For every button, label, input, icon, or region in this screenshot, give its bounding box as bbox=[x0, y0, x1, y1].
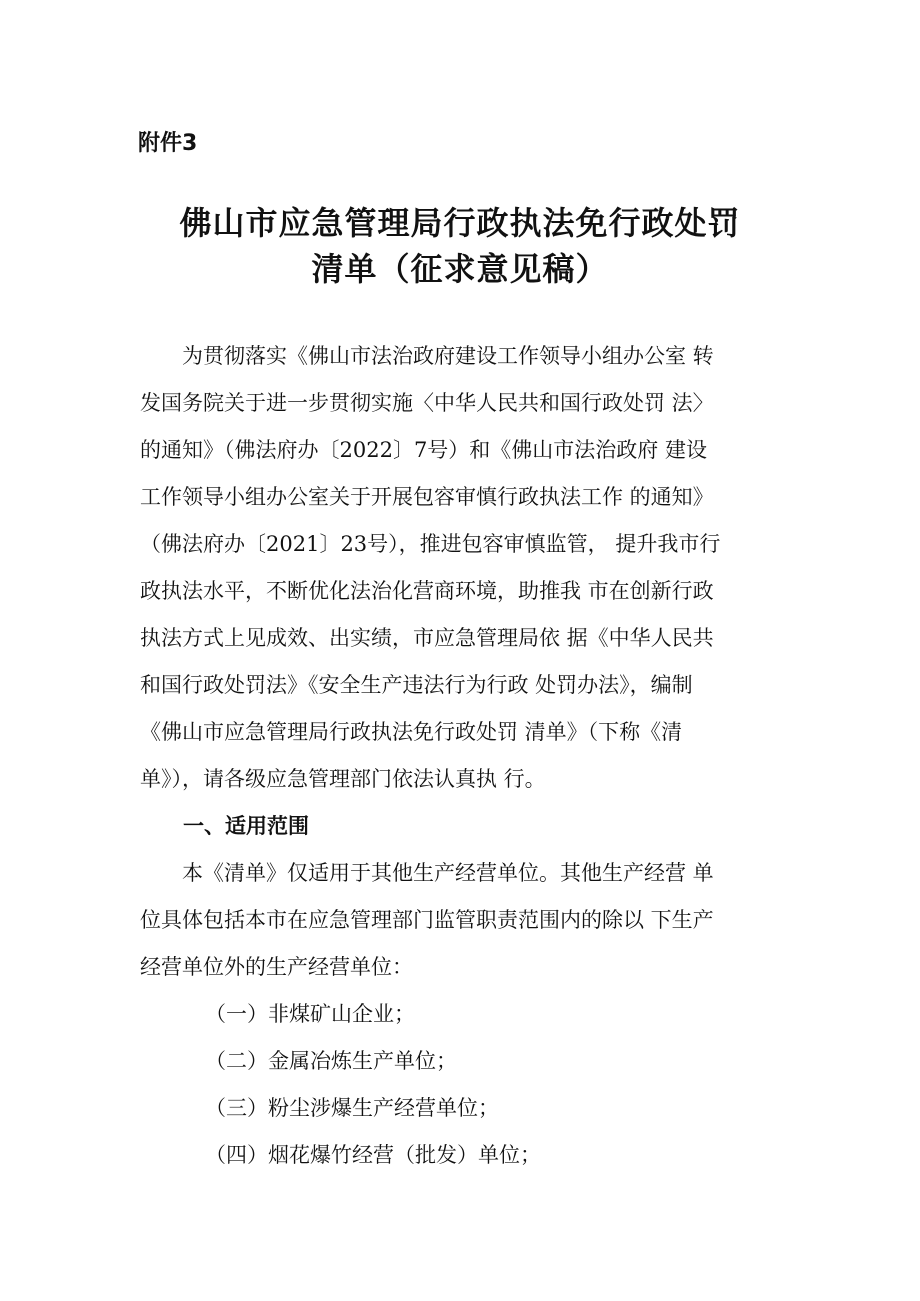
document-title-line-1: 佛山市应急管理局行政执法免行政处罚 bbox=[179, 204, 741, 242]
scope-list-item: （一）非煤矿山企业； bbox=[205, 1002, 415, 1026]
intro-paragraph-line: 单》），请各级应急管理部门依法认真执 行。 bbox=[140, 767, 546, 791]
intro-paragraph-line: 工作领导小组办公室关于开展包容审慎行政执法工作 的通知》 bbox=[140, 485, 714, 509]
scope-paragraph-line: 本《清单》仅适用于其他生产经营单位。其他生产经营 单 bbox=[140, 861, 714, 885]
section-heading-scope: 一、适用范围 bbox=[183, 814, 309, 838]
intro-paragraph-line: 和国行政处罚法》《安全生产违法行为行政 处罚办法》，编制 bbox=[140, 673, 693, 697]
intro-paragraph-line: 执法方式上见成效、出实绩，市应急管理局依 据《中华人民共 bbox=[140, 626, 714, 650]
intro-paragraph-line: （佛法府办〔2021〕23号），推进包容审慎监管， 提升我市行 bbox=[140, 532, 721, 556]
scope-list-item: （四）烟花爆竹经营（批发）单位； bbox=[205, 1143, 541, 1167]
scope-paragraph-line: 经营单位外的生产经营单位： bbox=[140, 955, 413, 979]
attachment-label: 附件3 bbox=[138, 131, 198, 156]
intro-paragraph-line: 政执法水平，不断优化法治化营商环境，助推我 市在创新行政 bbox=[140, 579, 714, 603]
scope-paragraph-line: 位具体包括本市在应急管理部门监管职责范围内的除以 下生产 bbox=[140, 908, 714, 932]
scope-list-item: （三）粉尘涉爆生产经营单位； bbox=[205, 1096, 499, 1120]
scope-list-item: （二）金属冶炼生产单位； bbox=[205, 1049, 457, 1073]
intro-paragraph-line: 《佛山市应急管理局行政执法免行政处罚 清单》（下称《清 bbox=[140, 720, 683, 744]
document-title-line-2: 清单（征求意见稿） bbox=[311, 250, 609, 288]
intro-paragraph-line: 为贯彻落实《佛山市法治政府建设工作领导小组办公室 转 bbox=[140, 344, 714, 368]
intro-paragraph-line: 发国务院关于进一步贯彻实施〈中华人民共和国行政处罚 法〉 bbox=[140, 391, 714, 415]
intro-paragraph-line: 的通知》（佛法府办〔2022〕7号）和《佛山市法治政府 建设 bbox=[140, 438, 707, 462]
